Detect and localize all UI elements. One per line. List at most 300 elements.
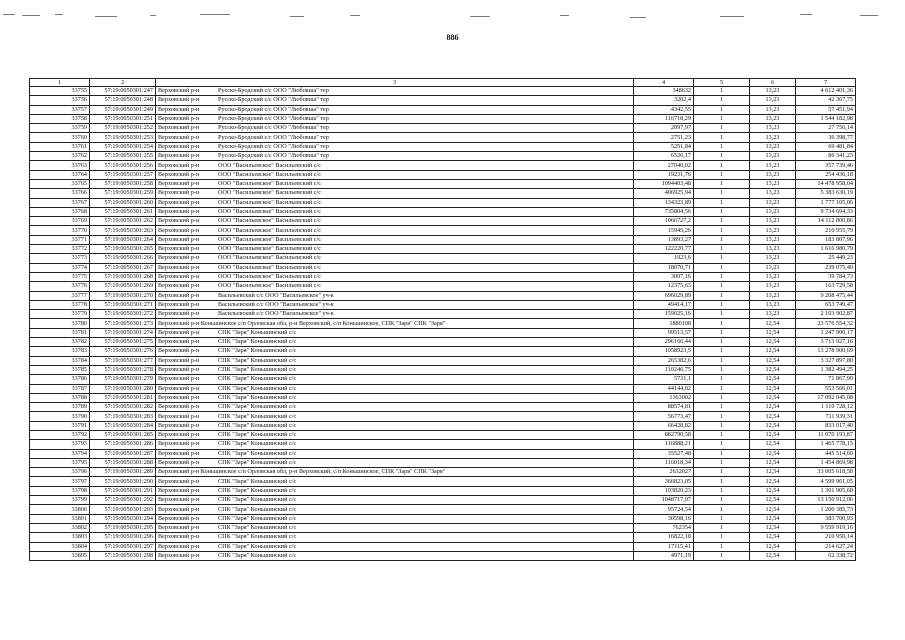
count-cell: 1 — [694, 152, 750, 161]
value-cell: 163 729,58 — [796, 282, 856, 291]
rate-cell: 12,54 — [750, 514, 796, 523]
count-cell: 1 — [694, 272, 750, 281]
description-cell — [156, 514, 634, 523]
location-text: ООО "Васильевское" Васильевский с/с — [218, 273, 321, 281]
location-text: Русско-Бродский с/с ООО "Любовша" тер — [218, 152, 329, 160]
row-number-cell: 33772 — [30, 245, 90, 254]
area-cell: 1066727,2 — [634, 217, 694, 226]
cadastral-number-cell: 57:19:0050301:251 — [90, 114, 156, 123]
value-cell: 23 576 554,32 — [796, 319, 856, 328]
row-number-cell: 33765 — [30, 179, 90, 188]
cadastral-number-cell: 57:19:0050301:248 — [90, 96, 156, 105]
table-row — [30, 542, 856, 551]
row-number-cell: 33791 — [30, 421, 90, 430]
description-cell — [156, 449, 634, 458]
count-cell: 1 — [694, 421, 750, 430]
area-cell: 30598,16 — [634, 514, 694, 523]
table-row — [30, 226, 856, 235]
district-text: Верховский р-н — [158, 356, 200, 364]
value-cell: 1 454 869,98 — [796, 458, 856, 467]
cadastral-number-cell: 57:19:0050301:286 — [90, 440, 156, 449]
row-number-cell: 33777 — [30, 291, 90, 300]
count-cell: 1 — [694, 87, 750, 96]
rate-cell: 13,23 — [750, 87, 796, 96]
cadastral-number-cell: 57:19:0050301:257 — [90, 170, 156, 179]
page-number: 886 — [446, 33, 459, 42]
district-text: Верховский р-н — [158, 226, 200, 234]
count-cell: 1 — [694, 189, 750, 198]
district-text: Верховский р-н — [158, 245, 200, 253]
count-cell: 1 — [694, 533, 750, 542]
cadastral-number-cell: 57:19:0050301:285 — [90, 430, 156, 439]
count-cell: 1 — [694, 338, 750, 347]
table-row — [30, 505, 856, 514]
table-row — [30, 393, 856, 402]
value-cell: 13 150 912,06 — [796, 496, 856, 505]
table-row — [30, 365, 856, 374]
location-text: Васильевский с/с ООО "Васильевское" уч-к — [218, 300, 334, 308]
count-cell: 1 — [694, 161, 750, 170]
value-cell: 833 017,40 — [796, 421, 856, 430]
row-number-cell: 33758 — [30, 114, 90, 123]
area-cell: 13893,27 — [634, 235, 694, 244]
description-cell — [156, 505, 634, 514]
location-text: ООО "Васильевское" Васильевский с/с — [218, 245, 321, 253]
row-number-cell: 33786 — [30, 375, 90, 384]
cadastral-number-cell: 57:19:0050301:259 — [90, 189, 156, 198]
table-row — [30, 533, 856, 542]
table-row — [30, 421, 856, 430]
district-text: Верховский р-н — [158, 496, 200, 504]
value-cell: 9 734 694,33 — [796, 207, 856, 216]
row-number-cell: 33762 — [30, 152, 90, 161]
area-cell: 1880108 — [634, 319, 694, 328]
description-cell — [156, 403, 634, 412]
count-cell: 1 — [694, 226, 750, 235]
table-row — [30, 412, 856, 421]
table-row — [30, 198, 856, 207]
rate-cell: 13,23 — [750, 272, 796, 281]
row-number-cell: 33775 — [30, 272, 90, 281]
district-text: Верховский р-н — [158, 514, 200, 522]
table-row — [30, 207, 856, 216]
district-text: Верховский р-н — [158, 161, 200, 169]
rate-cell: 12,54 — [750, 338, 796, 347]
description-cell — [156, 393, 634, 402]
count-cell: 1 — [694, 458, 750, 467]
rate-cell: 12,54 — [750, 449, 796, 458]
area-cell: 5731,1 — [634, 375, 694, 384]
table-row — [30, 375, 856, 384]
rate-cell: 12,54 — [750, 496, 796, 505]
rate-cell: 13,23 — [750, 133, 796, 142]
row-number-cell: 33803 — [30, 533, 90, 542]
count-cell: 1 — [694, 282, 750, 291]
description-cell — [156, 365, 634, 374]
row-number-cell: 33771 — [30, 235, 90, 244]
area-cell: 762354 — [634, 523, 694, 532]
table-row — [30, 477, 856, 486]
cadastral-number-cell: 57:19:0050301:289 — [90, 468, 156, 477]
area-cell: 116018,34 — [634, 458, 694, 467]
count-cell: 1 — [694, 477, 750, 486]
row-number-cell: 33776 — [30, 282, 90, 291]
row-number-cell: 33799 — [30, 496, 90, 505]
district-text: Верховский р-н — [158, 459, 200, 467]
table-row — [30, 291, 856, 300]
district-text: Верховский р-н — [158, 273, 200, 281]
cadastral-number-cell: 57:19:0050301:267 — [90, 263, 156, 272]
value-cell: 357 739,46 — [796, 161, 856, 170]
count-cell: 1 — [694, 393, 750, 402]
row-number-cell: 33766 — [30, 189, 90, 198]
table-row — [30, 105, 856, 114]
area-cell: 406925,94 — [634, 189, 694, 198]
table-row — [30, 124, 856, 133]
description-cell — [156, 105, 634, 114]
description-cell — [156, 300, 634, 309]
table-row — [30, 114, 856, 123]
value-cell: 3 327 897,80 — [796, 356, 856, 365]
area-cell: 4971,19 — [634, 551, 694, 560]
value-cell: 210 955,79 — [796, 226, 856, 235]
count-cell: 1 — [694, 179, 750, 188]
column-header: 3 — [156, 79, 634, 87]
area-cell: 66428,82 — [634, 421, 694, 430]
location-text: Васильевский с/с ООО "Васильевское" уч-к — [218, 310, 334, 318]
description-cell — [156, 477, 634, 486]
row-number-cell: 33788 — [30, 393, 90, 402]
location-text: Русско-Бродский с/с ООО "Любовша" тер — [218, 133, 329, 141]
district-text: Верховский р-н — [158, 338, 200, 346]
area-cell: 1048717,07 — [634, 496, 694, 505]
table-row — [30, 263, 856, 272]
rate-cell: 12,54 — [750, 319, 796, 328]
count-cell: 1 — [694, 347, 750, 356]
district-text: Верховский р-н — [158, 115, 200, 123]
district-text: Верховский р-н — [158, 170, 200, 178]
area-cell: 3202,4 — [634, 96, 694, 105]
district-text: Верховский р-н — [158, 310, 200, 318]
cadastral-number-cell: 57:19:0050301:247 — [90, 87, 156, 96]
area-cell: 103820,23 — [634, 486, 694, 495]
area-cell: 56773,47 — [634, 412, 694, 421]
description-cell — [156, 551, 634, 560]
location-text: СПК "Заря" Коньшинский с/с — [218, 375, 297, 383]
location-text: ООО "Васильевское" Васильевский с/с — [218, 226, 321, 234]
row-number-cell: 33757 — [30, 105, 90, 114]
data-table — [29, 78, 856, 561]
table-row — [30, 486, 856, 495]
table-row — [30, 551, 856, 560]
description-cell — [156, 179, 634, 188]
value-cell: 69 481,84 — [796, 142, 856, 151]
description-cell — [156, 96, 634, 105]
description-cell — [156, 282, 634, 291]
location-text: СПК "Заря" Коньшинский с/с — [218, 496, 297, 504]
district-text: Верховский р-н — [158, 87, 200, 95]
location-text: СПК "Заря" Коньшинский с/с — [218, 505, 297, 513]
description-cell — [156, 245, 634, 254]
table-row — [30, 310, 856, 319]
row-number-cell: 33795 — [30, 458, 90, 467]
value-cell: 57 451,94 — [796, 105, 856, 114]
rate-cell: 12,54 — [750, 468, 796, 477]
cadastral-number-cell: 57:19:0050301:280 — [90, 384, 156, 393]
scan-noise — [0, 0, 905, 30]
count-cell: 1 — [694, 319, 750, 328]
cadastral-number-cell: 57:19:0050301:291 — [90, 486, 156, 495]
value-cell: 14 478 958,04 — [796, 179, 856, 188]
district-text: Верховский р-н — [158, 282, 200, 290]
location-text: СПК "Заря" Коньшинский с/с — [218, 459, 297, 467]
description-cell — [156, 152, 634, 161]
rate-cell: 13,23 — [750, 170, 796, 179]
location-text: СПК "Заря" Коньшинский с/с — [218, 514, 297, 522]
row-number-cell: 33804 — [30, 542, 90, 551]
district-text: Верховский р-н — [158, 180, 200, 188]
district-text: Верховский р-н — [158, 551, 200, 559]
location-text: Васильевский с/с ООО "Васильевское" уч-к — [218, 291, 334, 299]
area-cell: 735804,56 — [634, 207, 694, 216]
location-text: СПК "Заря" Коньшинский с/с — [218, 366, 297, 374]
table-row — [30, 300, 856, 309]
rate-cell: 12,54 — [750, 505, 796, 514]
table-row — [30, 328, 856, 337]
description-cell — [156, 114, 634, 123]
value-cell: 86 341,23 — [796, 152, 856, 161]
rate-cell: 13,23 — [750, 310, 796, 319]
description-cell — [156, 207, 634, 216]
area-cell: 2751,23 — [634, 133, 694, 142]
value-cell: 4 599 961,05 — [796, 477, 856, 486]
area-cell: 110246,75 — [634, 365, 694, 374]
location-text: ООО "Васильевское" Васильевский с/с — [218, 235, 321, 243]
district-text: Верховский р-н — [158, 347, 200, 355]
description-cell — [156, 310, 634, 319]
value-cell: 383 700,93 — [796, 514, 856, 523]
area-cell: 17115,41 — [634, 542, 694, 551]
description-cell — [156, 291, 634, 300]
area-cell: 134323,89 — [634, 198, 694, 207]
count-cell: 1 — [694, 96, 750, 105]
count-cell: 1 — [694, 300, 750, 309]
rate-cell: 13,23 — [750, 245, 796, 254]
rate-cell: 12,54 — [750, 384, 796, 393]
value-cell: 1 777 105,06 — [796, 198, 856, 207]
description-cell — [156, 468, 634, 477]
location-text: СПК "Заря" Коньшинский с/с — [218, 421, 297, 429]
count-cell: 1 — [694, 514, 750, 523]
rate-cell: 12,54 — [750, 328, 796, 337]
value-cell: 42 367,75 — [796, 96, 856, 105]
table-row — [30, 347, 856, 356]
cadastral-number-cell: 57:19:0050301:275 — [90, 338, 156, 347]
count-cell: 1 — [694, 142, 750, 151]
value-cell: 1 544 182,98 — [796, 114, 856, 123]
row-number-cell: 33763 — [30, 161, 90, 170]
rate-cell: 12,54 — [750, 412, 796, 421]
row-number-cell: 33800 — [30, 505, 90, 514]
location-text: СПК "Заря" Коньшинский с/с — [218, 551, 297, 559]
count-cell: 1 — [694, 523, 750, 532]
table-row — [30, 161, 856, 170]
description-cell — [156, 254, 634, 263]
district-text: Верховский р-н — [158, 449, 200, 457]
table-row — [30, 235, 856, 244]
area-cell: 122220,77 — [634, 245, 694, 254]
count-cell: 1 — [694, 356, 750, 365]
value-cell: 9 208 475,44 — [796, 291, 856, 300]
row-number-cell: 33781 — [30, 328, 90, 337]
value-cell: 25 449,23 — [796, 254, 856, 263]
count-cell: 1 — [694, 468, 750, 477]
column-header: 4 — [634, 79, 694, 87]
value-cell: 653 749,47 — [796, 300, 856, 309]
description-cell — [156, 198, 634, 207]
district-text: Верховский р-н — [158, 142, 200, 150]
value-cell: 1 465 778,15 — [796, 440, 856, 449]
location-text: ООО "Васильевское" Васильевский с/с — [218, 170, 321, 178]
description-cell — [156, 189, 634, 198]
rate-cell: 13,23 — [750, 124, 796, 133]
value-cell: 2 103 902,87 — [796, 310, 856, 319]
count-cell: 1 — [694, 486, 750, 495]
district-text: Верховский р-н — [158, 403, 200, 411]
value-cell: 71 867,99 — [796, 375, 856, 384]
district-text: Верховский р-н — [158, 375, 200, 383]
cadastral-number-cell: 57:19:0050301:278 — [90, 365, 156, 374]
location-text: СПК "Заря" Коньшинский с/с — [218, 403, 297, 411]
area-cell: 44144,02 — [634, 384, 694, 393]
cadastral-number-cell: 57:19:0050301:260 — [90, 198, 156, 207]
row-number-cell: 33764 — [30, 170, 90, 179]
row-number-cell: 33770 — [30, 226, 90, 235]
description-cell — [156, 542, 634, 551]
count-cell: 1 — [694, 505, 750, 514]
location-text: ООО "Васильевское" Васильевский с/с — [218, 189, 321, 197]
row-number-cell: 33756 — [30, 96, 90, 105]
table-row — [30, 458, 856, 467]
district-text: Верховский р-н — [158, 96, 200, 104]
location-text: СПК "Заря" Коньшинский с/с — [218, 477, 297, 485]
row-number-cell: 33761 — [30, 142, 90, 151]
row-number-cell: 33778 — [30, 300, 90, 309]
value-cell: 239 075,49 — [796, 263, 856, 272]
count-cell: 1 — [694, 105, 750, 114]
description-cell — [156, 412, 634, 421]
location-text: Русско-Бродский с/с ООО "Любовша" тер — [218, 115, 329, 123]
row-number-cell: 33760 — [30, 133, 90, 142]
table-row — [30, 514, 856, 523]
description-cell — [156, 458, 634, 467]
location-text: СПК "Заря" Коньшинский с/с — [218, 393, 297, 401]
rate-cell: 12,54 — [750, 356, 796, 365]
table-row — [30, 356, 856, 365]
table-row — [30, 245, 856, 254]
location-text: Верховский р-н Коньшинское с/п Орловская обл, р-н Верховский, с/п Коньшинское, СПК "Заря" СПК "Заря" — [158, 319, 446, 327]
location-text: ООО "Васильевское" Васильевский с/с — [218, 161, 321, 169]
count-cell: 1 — [694, 235, 750, 244]
area-cell: 88574,81 — [634, 403, 694, 412]
location-text: СПК "Заря" Коньшинский с/с — [218, 384, 297, 392]
cadastral-number-cell: 57:19:0050301:253 — [90, 133, 156, 142]
location-text: СПК "Заря" Коньшинский с/с — [218, 449, 297, 457]
area-cell: 159025,16 — [634, 310, 694, 319]
count-cell: 1 — [694, 440, 750, 449]
area-cell: 116718,29 — [634, 114, 694, 123]
value-cell: 1 200 385,73 — [796, 505, 856, 514]
value-cell: 3 713 927,16 — [796, 338, 856, 347]
area-cell: 1923,6 — [634, 254, 694, 263]
cadastral-number-cell: 57:19:0050301:261 — [90, 207, 156, 216]
cadastral-number-cell: 57:19:0050301:258 — [90, 179, 156, 188]
area-cell: 4342,55 — [634, 105, 694, 114]
value-cell: 4 612 401,36 — [796, 87, 856, 96]
area-cell: 116888,21 — [634, 440, 694, 449]
column-header: 7 — [796, 79, 856, 87]
cadastral-number-cell: 57:19:0050301:279 — [90, 375, 156, 384]
cadastral-number-cell: 57:19:0050301:274 — [90, 328, 156, 337]
value-cell: 183 807,96 — [796, 235, 856, 244]
value-cell: 254 436,18 — [796, 170, 856, 179]
cadastral-number-cell: 57:19:0050301:270 — [90, 291, 156, 300]
area-cell: 265382,6 — [634, 356, 694, 365]
description-cell — [156, 328, 634, 337]
area-cell: 95724,54 — [634, 505, 694, 514]
row-number-cell: 33801 — [30, 514, 90, 523]
district-text: Верховский р-н — [158, 524, 200, 532]
value-cell: 210 950,14 — [796, 533, 856, 542]
value-cell: 1 301 905,68 — [796, 486, 856, 495]
area-cell: 16822,18 — [634, 533, 694, 542]
rate-cell: 12,54 — [750, 347, 796, 356]
row-number-cell: 33780 — [30, 319, 90, 328]
row-number-cell: 33767 — [30, 198, 90, 207]
count-cell: 1 — [694, 124, 750, 133]
row-number-cell: 33797 — [30, 477, 90, 486]
cadastral-number-cell: 57:19:0050301:290 — [90, 477, 156, 486]
location-text: ООО "Васильевское" Васильевский с/с — [218, 263, 321, 271]
count-cell: 1 — [694, 198, 750, 207]
cadastral-number-cell: 57:19:0050301:265 — [90, 245, 156, 254]
location-text: ООО "Васильевское" Васильевский с/с — [218, 254, 321, 262]
location-text: Русско-Бродский с/с ООО "Любовша" тер — [218, 96, 329, 104]
rate-cell: 12,54 — [750, 393, 796, 402]
location-text: ООО "Васильевское" Васильевский с/с — [218, 180, 321, 188]
description-cell — [156, 440, 634, 449]
column-header: 5 — [694, 79, 750, 87]
count-cell: 1 — [694, 245, 750, 254]
table-row — [30, 142, 856, 151]
rate-cell: 13,23 — [750, 207, 796, 216]
location-text: Русско-Бродский с/с ООО "Любовша" тер — [218, 142, 329, 150]
row-number-cell: 33794 — [30, 449, 90, 458]
count-cell: 1 — [694, 328, 750, 337]
row-number-cell: 33785 — [30, 365, 90, 374]
rate-cell: 12,54 — [750, 533, 796, 542]
row-number-cell: 33798 — [30, 486, 90, 495]
table-row — [30, 170, 856, 179]
row-number-cell: 33782 — [30, 338, 90, 347]
cadastral-number-cell: 57:19:0050301:271 — [90, 300, 156, 309]
area-cell: 6526,17 — [634, 152, 694, 161]
area-cell: 35527,48 — [634, 449, 694, 458]
row-number-cell: 33790 — [30, 412, 90, 421]
row-number-cell: 33805 — [30, 551, 90, 560]
district-text: Верховский р-н — [158, 105, 200, 113]
table-row — [30, 338, 856, 347]
